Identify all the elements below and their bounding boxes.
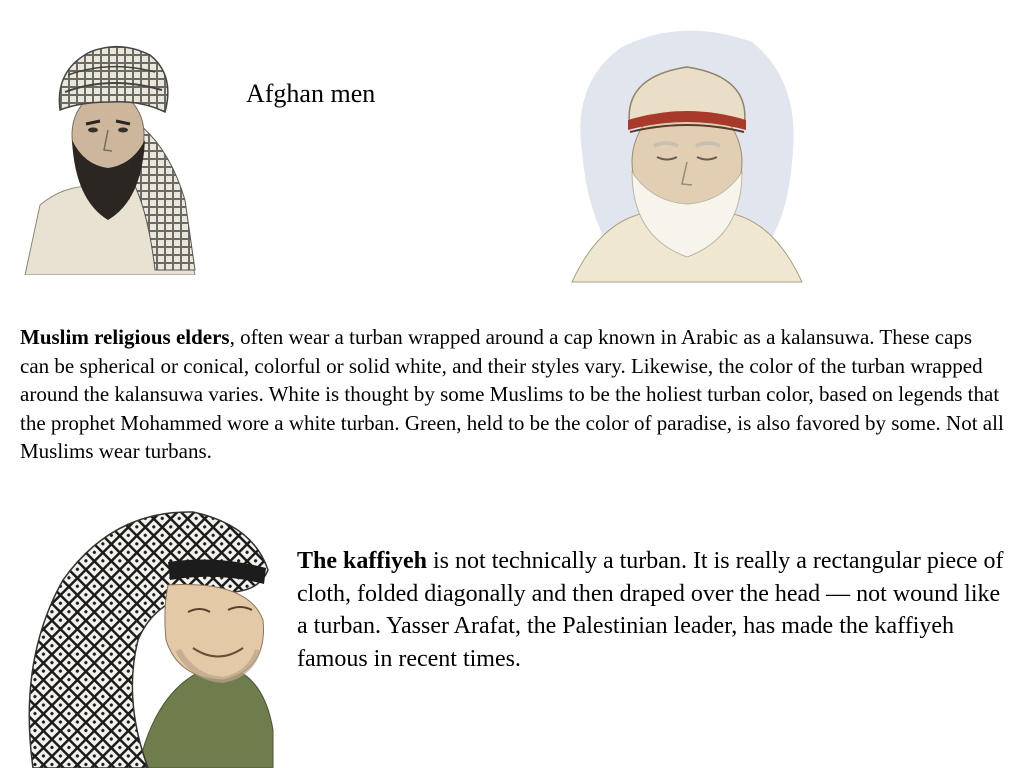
elders-bold-term: Muslim religious elders xyxy=(20,325,230,349)
man-in-kaffiyeh-portrait xyxy=(18,500,283,768)
elders-body-text: , often wear a turban wrapped around a cap known in Arabic as a kalansuwa. These caps can be spherical or conical, colorful or solid white, and their styles vary. Likewise, the color of the turban wrapped around the kalansuwa varies. White is thought by some Muslims to be the holiest turban color, based on legends that the prophet Mohammed wore a white turban. Green, held to be the color of paradise, is also favored by some. Not all Muslims wear turbans. xyxy=(20,325,1004,464)
muslim-elders-paragraph xyxy=(20,323,1005,466)
kaffiyeh-paragraph xyxy=(297,545,1007,675)
afghan-men-caption: Afghan men xyxy=(246,79,376,108)
kaffiyeh-body-text: is not technically a turban. It is really a rectangular piece of cloth, folded diagonally and then draped over the head — not wound like a turban. Yasser Arafat, the Palestinian leader, has made the kaffiyeh famous in recent times. xyxy=(297,548,1004,672)
afghan-man-checked-turban-portrait xyxy=(20,30,200,275)
elderly-man-white-cap-portrait xyxy=(562,22,812,297)
kaffiyeh-bold-term: The kaffiyeh xyxy=(297,548,428,574)
